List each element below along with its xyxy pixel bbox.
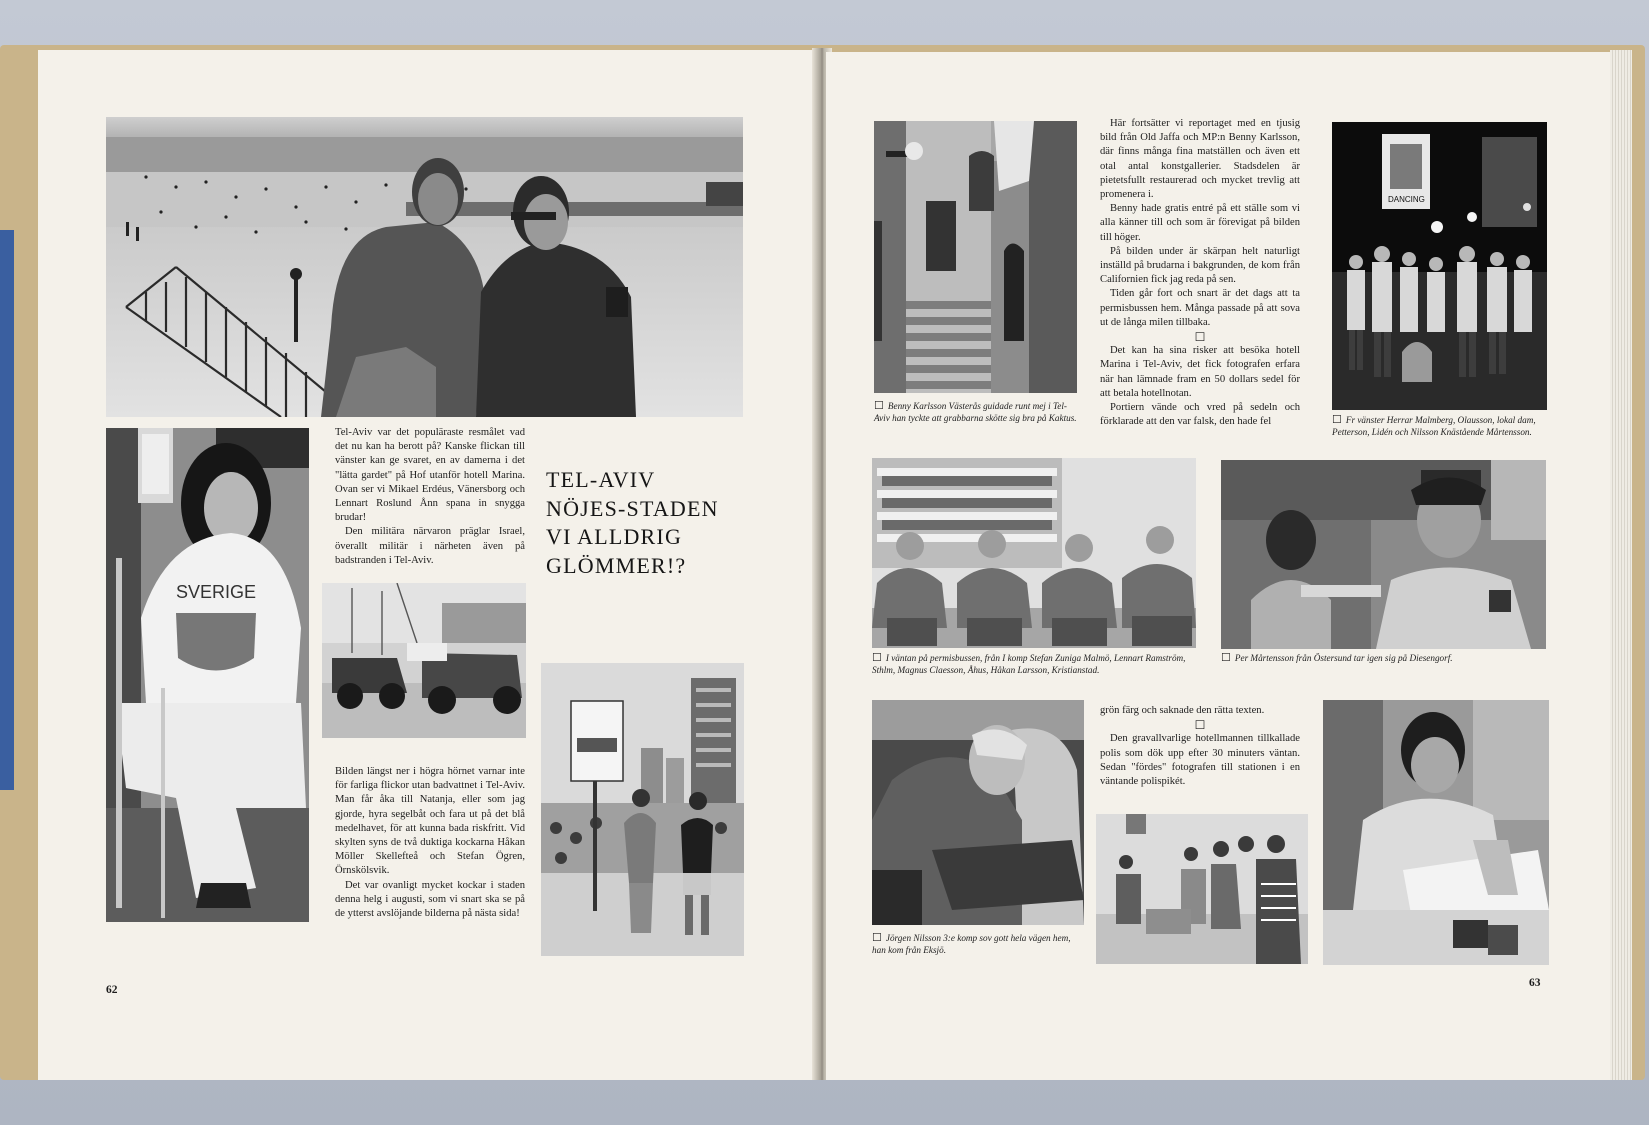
- caption-diesengorf: [1221, 652, 1546, 664]
- right-paragraph-4: Tiden går fort och snart är det dags att ta permisbussen hem. Många passade på att sova ut de långa milen tillbaka.: [1100, 288, 1300, 328]
- left-paragraph-1: Tel-Aviv var det populäraste resmålet vad det nu kan ha berott på? Kanske flickan till vänster kan ge svaret, en av damerna i det "lätta gardet" på Hof utanför hotell Marina. Ovan ser vi Mikael Erdéus, Vänersborg och Lennart Roslund Ånn spana in snygga brudar!: [335, 427, 525, 524]
- beach-sign-cooks-photo: [541, 663, 744, 956]
- beach-soldiers-photo: [106, 117, 743, 417]
- caption-box-sleeping: ☐: [872, 932, 882, 944]
- dancing-night-photo: [1332, 122, 1547, 410]
- caption-jaffa: [874, 400, 1079, 425]
- right-paragraph-5: Det kan ha sina risker att besöka hotell Marina i Tel-Aviv, det fick fotografen erfara när han lämnade fram en 50 dollars sedel för att betala hotellnotan.: [1100, 345, 1300, 399]
- right-paragraph-3: På bilden under är skärpan helt naturligt inställd på brudarna i bakgrunden, de kom från Californien fick jag reda på sen.: [1100, 245, 1300, 286]
- caption-jaffa-text: Benny Karlsson Västerås guidade runt mej i Tel-Aviv han tyckte att grabbarna skötte sig bra på Kaktus.: [874, 401, 1077, 424]
- dancing-sign-text: DANCING: [1388, 195, 1425, 204]
- police-station-photo: [1096, 814, 1308, 964]
- caption-diesengorf-text: Per Mårtensson från Östersund tar igen sig på Diesengorf.: [1234, 653, 1453, 663]
- cover-edge: [0, 230, 14, 790]
- page-number-right: 63: [1529, 977, 1541, 989]
- caption-sleeping: [872, 932, 1077, 957]
- caption-box-bus: ☐: [872, 652, 882, 664]
- military-jeeps-photo: [322, 583, 526, 738]
- left-paragraph-2: Den militära närvaron präglar Israel, överallt militär i närheten även på badstranden i Tel-Aviv.: [335, 526, 525, 566]
- right-paragraph-8: Den gravallvarlige hotellmannen tillkallade polis som dök upp efter 30 minuters väntan. Sedan "fördes" fotografen till stationen i en väntande polispikét.: [1100, 733, 1300, 788]
- caption-box-dancing: ☐: [1332, 414, 1342, 426]
- right-article-top: [1100, 117, 1300, 429]
- per-martensson-photo: [1221, 460, 1546, 649]
- page-edges: [1610, 50, 1632, 1080]
- right-paragraph-2: Benny hade gratis entré på ett ställe som vi alla känner till och som är förevigat på bilden till höger.: [1100, 203, 1300, 243]
- headline-line-4: GLÖMMER!?: [546, 552, 687, 578]
- caption-box-jaffa: ☐: [874, 400, 884, 412]
- article-headline: [546, 466, 719, 580]
- caption-bus: [872, 652, 1194, 677]
- writing-soldier-photo: [1323, 700, 1549, 965]
- left-article-top: [335, 426, 525, 568]
- right-article-end: [1100, 704, 1300, 789]
- right-page: [826, 52, 1610, 1080]
- right-paragraph-1: Här fortsätter vi reportaget med en tjusig bild från Old Jaffa och MP:n Benny Karlsson, där finns många fina matställen och även ett otal antal konstgallerier. Stadsdelen är pietetsfullt restaurerad och mycket trevlig att promenera i.: [1100, 118, 1300, 201]
- sleeping-soldier-photo: [872, 700, 1084, 925]
- section-separator-box: ☐: [1194, 330, 1206, 345]
- left-article-bottom: [335, 765, 525, 921]
- caption-bus-text: I väntan på permisbussen, från I komp Stefan Zuniga Malmö, Lennart Ramström, Sthlm, Magnus Claesson, Åhus, Håkan Larsson, Kristianstad.: [872, 653, 1186, 676]
- soldiers-waiting-bus-photo: [872, 458, 1196, 648]
- sverige-shirt-text: SVERIGE: [176, 582, 257, 602]
- headline-line-1: TEL-AVIV: [546, 467, 656, 492]
- headline-line-2: NÖJES-STADEN: [546, 495, 719, 521]
- section-separator-box-2: ☐: [1194, 718, 1206, 733]
- left-paragraph-4: Det var ovanligt mycket kockar i staden denna helg i augusti, som vi snart ska se på de ytterst avslöjande bilderna på nästa sida!: [335, 879, 525, 920]
- caption-sleeping-text: Jörgen Nilsson 3:e komp sov gott hela vägen hem, han kom från Eksjö.: [872, 933, 1071, 956]
- right-paragraph-6: Portiern vände och vred på sedeln och förklarade att den var falsk, den hade fel: [1100, 402, 1300, 428]
- caption-dancing-text: Fr vänster Herrar Malmberg, Olausson, lokal dam, Petterson, Lidén och Nilsson Knästående Mårtensson.: [1332, 415, 1536, 438]
- old-jaffa-photo: [874, 121, 1077, 393]
- caption-dancing: [1332, 414, 1547, 439]
- woman-sverige-photo: [106, 428, 309, 922]
- left-page: [38, 50, 816, 1080]
- caption-box-diesengorf: ☐: [1221, 652, 1231, 664]
- headline-line-3: VI ALLDRIG: [546, 524, 683, 549]
- right-paragraph-7: grön färg och saknade den rätta texten.: [1100, 705, 1265, 716]
- left-paragraph-3: Bilden längst ner i högra hörnet varnar inte för farliga flickor utan badvattnet i Tel-Aviv. Man får åka till Natanja, eller som jag gjorde, hyra segelbåt och fara ut på det blå medelhavet, för att kunna bada riskfritt. Vid skylten syns de två duktiga kockarna Håkan Möller Skellefteå och Stefan Ögren, Örnskölsvik.: [335, 766, 525, 877]
- page-number-left: 62: [106, 984, 118, 996]
